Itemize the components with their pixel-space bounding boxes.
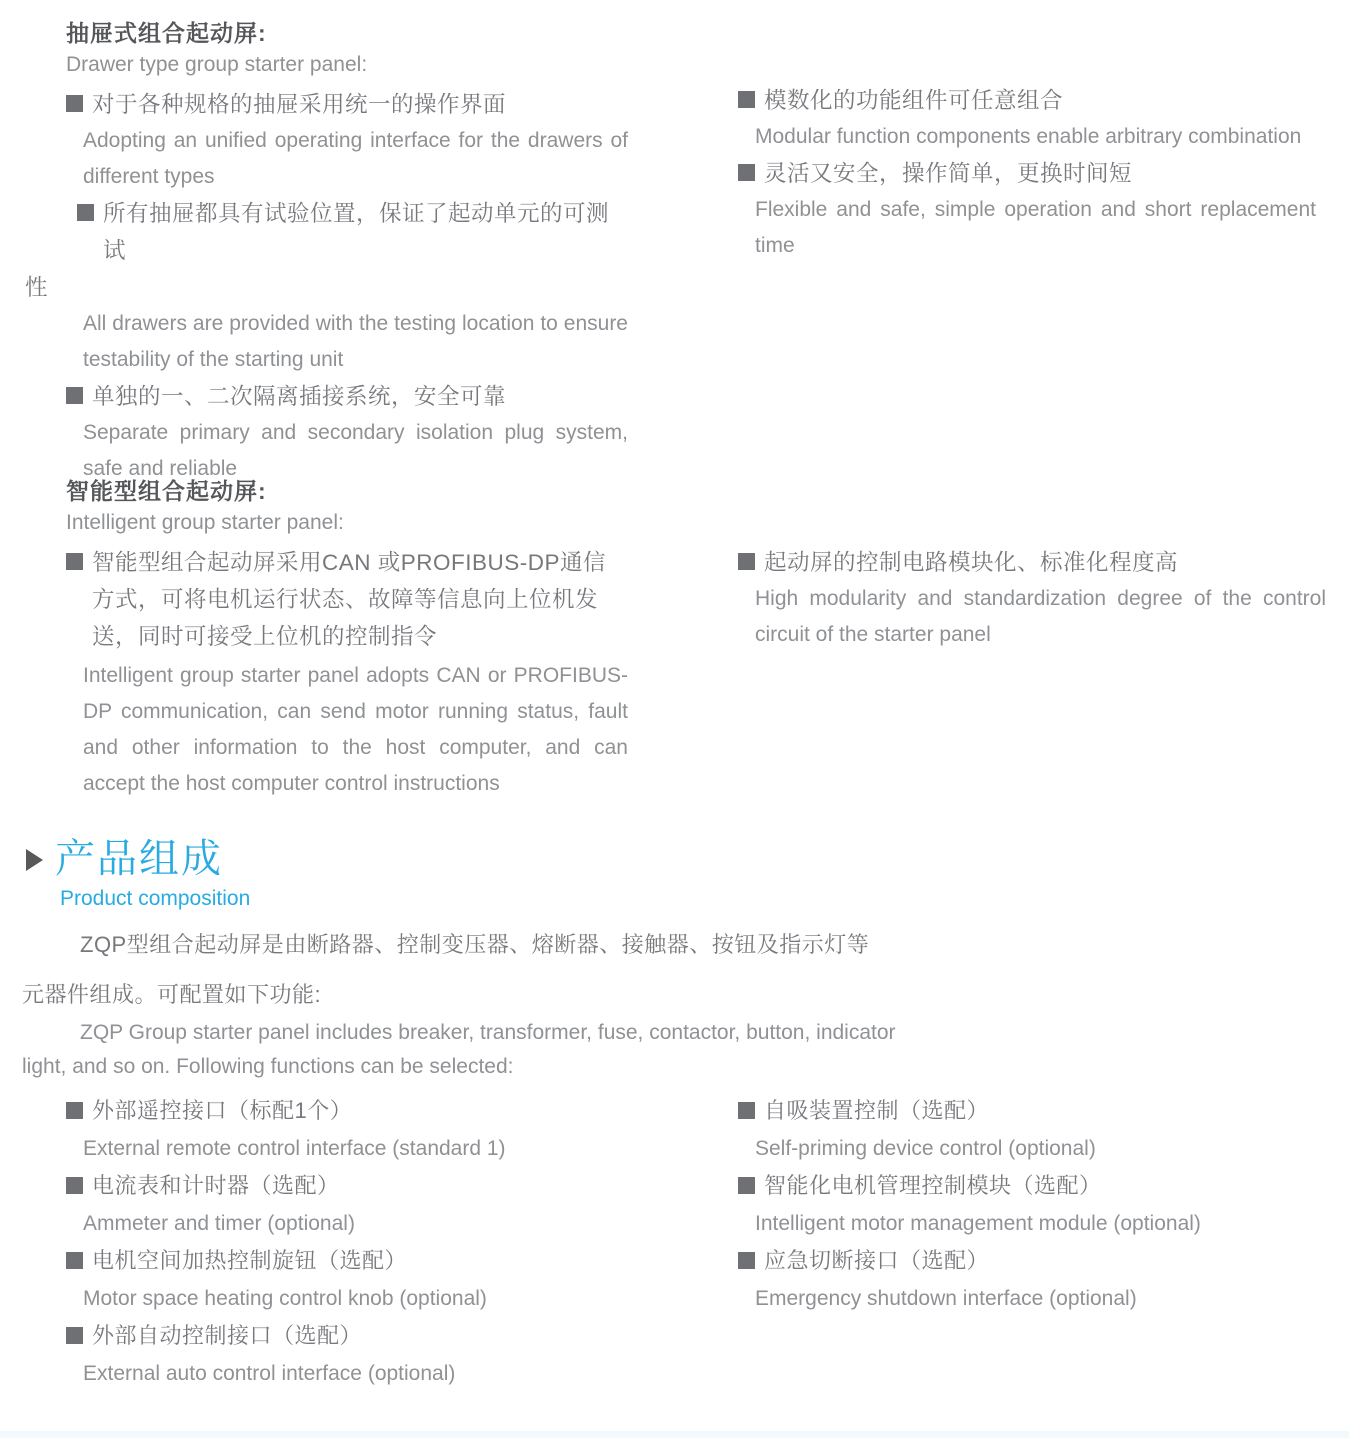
bullet-item <box>738 1242 1313 1317</box>
bullet-item <box>738 82 1316 155</box>
triangle-icon <box>26 849 43 871</box>
bullet-item <box>66 378 628 487</box>
bullet-square-icon <box>66 1252 83 1269</box>
bullet-text-zh: 外部自动控制接口（选配） <box>92 1323 363 1348</box>
bullet-text-en: Separate primary and secondary isolation plug system, safe and reliable <box>83 421 628 480</box>
bullet-square-icon <box>66 387 83 404</box>
bullet-text-en: Intelligent motor management module (optional) <box>755 1211 1201 1235</box>
bullet-square-icon <box>738 553 755 570</box>
bullet-text-en: All drawers are provided with the testing location to ensure testability of the starting unit <box>83 312 628 371</box>
bullet-square-icon <box>77 204 94 221</box>
bullet-text-en: External auto control interface (optional) <box>83 1361 456 1385</box>
bullet-item <box>66 1092 626 1167</box>
section-drawer-left <box>25 16 628 487</box>
bullet-text-en: Intelligent group starter panel adopts CAN or PROFIBUS-DP communication, can send motor running status, fault and other information to the host computer, and can accept the host computer control instructions <box>83 664 628 795</box>
bullet-text-en: High modularity and standardization degree of the control circuit of the starter panel <box>755 587 1326 646</box>
bullet-text-zh: 灵活又安全，操作简单，更换时间短 <box>764 161 1133 186</box>
bullet-text-en: Flexible and safe, simple operation and short replacement time <box>755 198 1316 257</box>
bullet-square-icon <box>66 553 83 570</box>
bullet-text-en: Self-priming device control (optional) <box>755 1136 1096 1160</box>
bullet-item <box>66 1317 626 1392</box>
bullet-item <box>738 155 1316 264</box>
bullet-text-zh: 起动屏的控制电路模块化、标准化程度高 <box>764 550 1179 575</box>
bullet-item <box>66 544 628 802</box>
page-bottom-strip <box>0 1431 1349 1438</box>
function-list-left <box>66 1092 626 1392</box>
product-composition-title-zh: 产品组成 <box>55 837 223 881</box>
bullet-text-en: Modular function components enable arbitrary combination <box>755 125 1302 148</box>
bullet-text-zh: 单独的一、二次隔离插接系统，安全可靠 <box>92 384 507 409</box>
bullet-item <box>66 1167 626 1242</box>
bullet-text-en: Adopting an unified operating interface for the drawers of different types <box>83 129 628 188</box>
bullet-text-zh: 智能型组合起动屏采用CAN 或PROFIBUS-DP通信方式，可将电机运行状态、故障等信息向上位机发送，同时可接受上位机的控制指令 <box>92 550 607 649</box>
bullet-text-zh: 外部遥控接口（标配1个） <box>92 1098 353 1123</box>
bullet-square-icon <box>66 95 83 112</box>
composition-paragraph-en <box>22 1016 1332 1084</box>
section-title-en: Drawer type group starter panel: <box>66 53 368 76</box>
bullet-text-zh: 应急切断接口（选配） <box>764 1248 990 1273</box>
bullet-item <box>66 86 628 195</box>
bullet-item <box>66 1242 626 1317</box>
bullet-square-icon <box>738 1177 755 1194</box>
section-intelligent-left <box>66 474 628 802</box>
section-title-zh: 智能型组合起动屏: <box>66 478 267 504</box>
bullet-text-zh: 电机空间加热控制旋钮（选配） <box>92 1248 408 1273</box>
section-drawer-right <box>738 82 1316 264</box>
section-title-en: Intelligent group starter panel: <box>66 511 344 534</box>
paragraph-line: 元器件组成。可配置如下功能: <box>22 982 322 1007</box>
section-intelligent-right <box>738 544 1326 653</box>
bullet-text-en: External remote control interface (standard 1) <box>83 1136 506 1160</box>
bullet-text-zh: 电流表和计时器（选配） <box>92 1173 340 1198</box>
section-title-zh: 抽屉式组合起动屏: <box>66 20 267 46</box>
bullet-text-zh: 模数化的功能组件可任意组合 <box>764 88 1064 113</box>
bullet-text-en: Emergency shutdown interface (optional) <box>755 1286 1137 1310</box>
bullet-square-icon <box>738 1252 755 1269</box>
product-composition-title-en: Product composition <box>60 887 251 910</box>
bullet-text-zh-overflow: 性 <box>25 275 48 300</box>
bullet-text-en: Motor space heating control knob (optional) <box>83 1286 487 1310</box>
composition-paragraph-zh <box>22 920 1332 1020</box>
bullet-text-zh: 自吸装置控制（选配） <box>764 1098 990 1123</box>
bullet-square-icon <box>66 1102 83 1119</box>
bullet-text-zh: 对于各种规格的抽屉采用统一的操作界面 <box>92 92 507 117</box>
bullet-item <box>738 1092 1313 1167</box>
bullet-item <box>25 195 628 378</box>
paragraph-line: ZQP Group starter panel includes breaker, transformer, fuse, contactor, button, indicator <box>80 1021 896 1044</box>
bullet-square-icon <box>738 164 755 181</box>
paragraph-line: light, and so on. Following functions can be selected: <box>22 1055 514 1078</box>
bullet-item <box>738 544 1326 653</box>
function-list-right <box>738 1092 1313 1317</box>
bullet-item <box>738 1167 1313 1242</box>
bullet-square-icon <box>738 91 755 108</box>
bullet-square-icon <box>738 1102 755 1119</box>
bullet-text-zh: 智能化电机管理控制模块（选配） <box>764 1173 1102 1198</box>
paragraph-line: ZQP型组合起动屏是由断路器、控制变压器、熔断器、接触器、按钮及指示灯等 <box>80 932 870 957</box>
bullet-text-zh: 所有抽屉都具有试验位置，保证了起动单元的可测试 <box>103 201 610 263</box>
bullet-square-icon <box>66 1327 83 1344</box>
product-composition-header <box>26 838 223 880</box>
bullet-text-en: Ammeter and timer (optional) <box>83 1211 355 1235</box>
bullet-square-icon <box>66 1177 83 1194</box>
